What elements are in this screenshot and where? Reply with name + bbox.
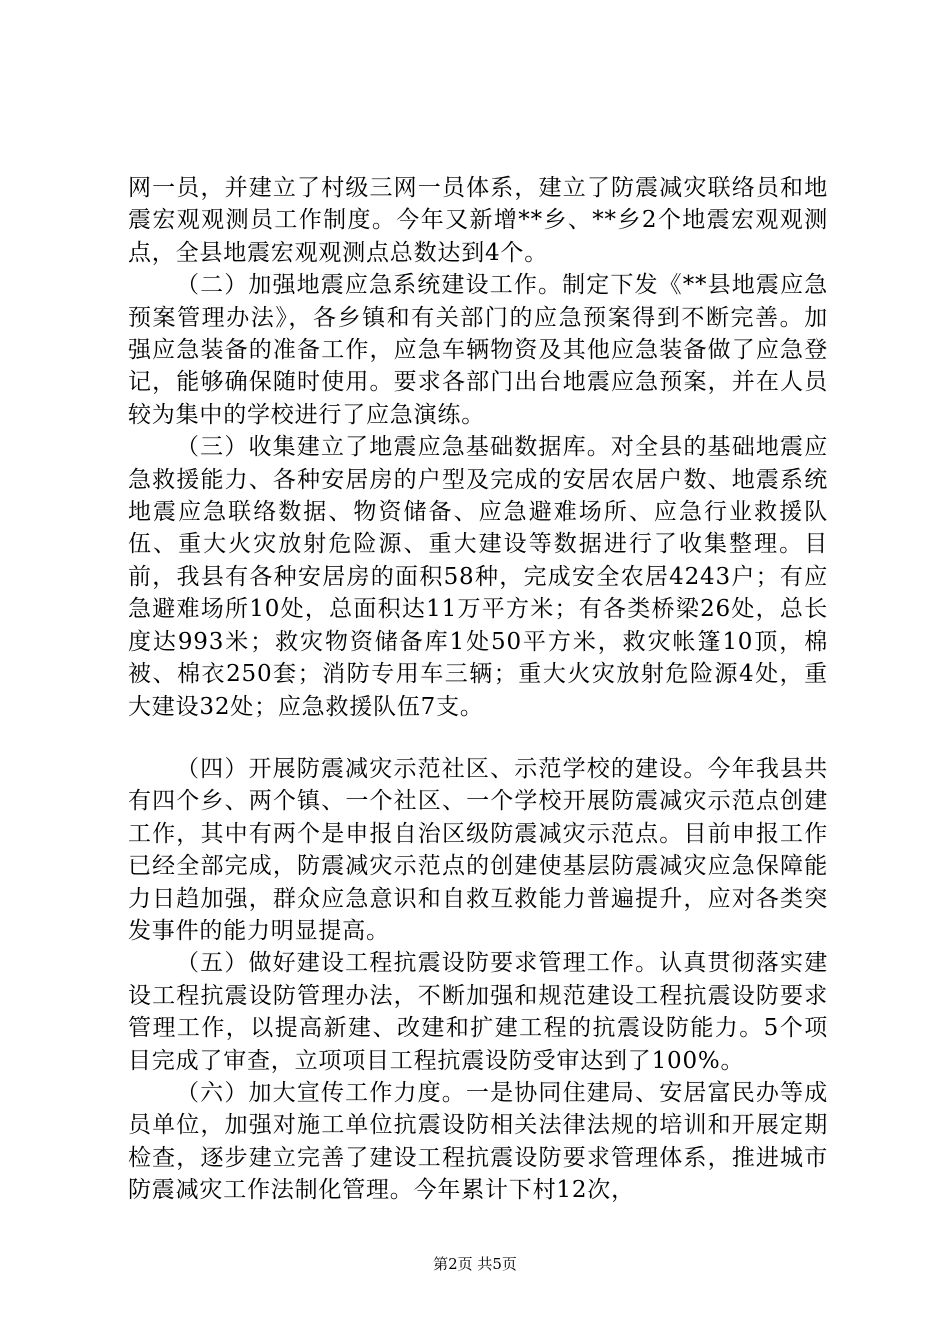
page-number: 第2页 共5页 bbox=[433, 1255, 517, 1273]
paragraph-section-3: （三）收集建立了地震应急基础数据库。对全县的基础地震应急救援能力、各种安居房的户型及完成的安居农居户数、地震系统地震应急联络数据、物资储备、应急避难场所、应急行业救援队伍、重大火灾放射危险源、重大建设等数据进行了收集整理。目前，我县有各种安居房的面积58种，完成安全农居4243户；有应急避难场所10处，总面积达11万平方米；有各类桥梁26处，总长度达993米；救灾物资储备库1处50平方米，救灾帐篷10顶，棉被、棉衣250套；消防专用车三辆；重大火灾放射危险源4处，重大建设32处；应急救援队伍7支。 bbox=[128, 434, 828, 720]
paragraph-section-2: （二）加强地震应急系统建设工作。制定下发《**县地震应急预案管理办法》，各乡镇和有关部门的应急预案得到不断完善。加强应急装备的准备工作，应急车辆物资及其他应急装备做了应急登记，能够确保随时使用。要求各部门出台地震应急预案，并在人员较为集中的学校进行了应急演练。 bbox=[128, 272, 828, 428]
paragraph-section-6: （六）加大宣传工作力度。一是协同住建局、安居富民办等成员单位，加强对施工单位抗震设防相关法律法规的培训和开展定期检查，逐步建立完善了建设工程抗震设防要求管理体系，推进城市防震减灾工作法制化管理。今年累计下村12次， bbox=[128, 1079, 828, 1204]
body-text bbox=[128, 172, 828, 1207]
paragraph-section-4: （四）开展防震减灾示范社区、示范学校的建设。今年我县共有四个乡、两个镇、一个社区、一个学校开展防震减灾示范点创建工作，其中有两个是申报自治区级防震减灾示范点。目前申报工作已经全部完成，防震减灾示范点的创建使基层防震减灾应急保障能力日趋加强，群众应急意识和自救互救能力普遍提升，应对各类突发事件的能力明显提高。 bbox=[128, 755, 828, 944]
paragraph-continuation: 网一员，并建立了村级三网一员体系，建立了防震减灾联络员和地震宏观观测员工作制度。今年又新增**乡、**乡2个地震宏观观测点，全县地震宏观观测点总数达到4个。 bbox=[128, 175, 828, 266]
page-footer bbox=[0, 1255, 950, 1273]
paragraph-section-5: （五）做好建设工程抗震设防要求管理工作。认真贯彻落实建设工程抗震设防管理办法，不断加强和规范建设工程抗震设防要求管理工作，以提高新建、改建和扩建工程的抗震设防能力。5个项目完成了审查，立项项目工程抗震设防受审达到了100%。 bbox=[128, 950, 828, 1074]
paragraph-spacer bbox=[128, 723, 828, 753]
